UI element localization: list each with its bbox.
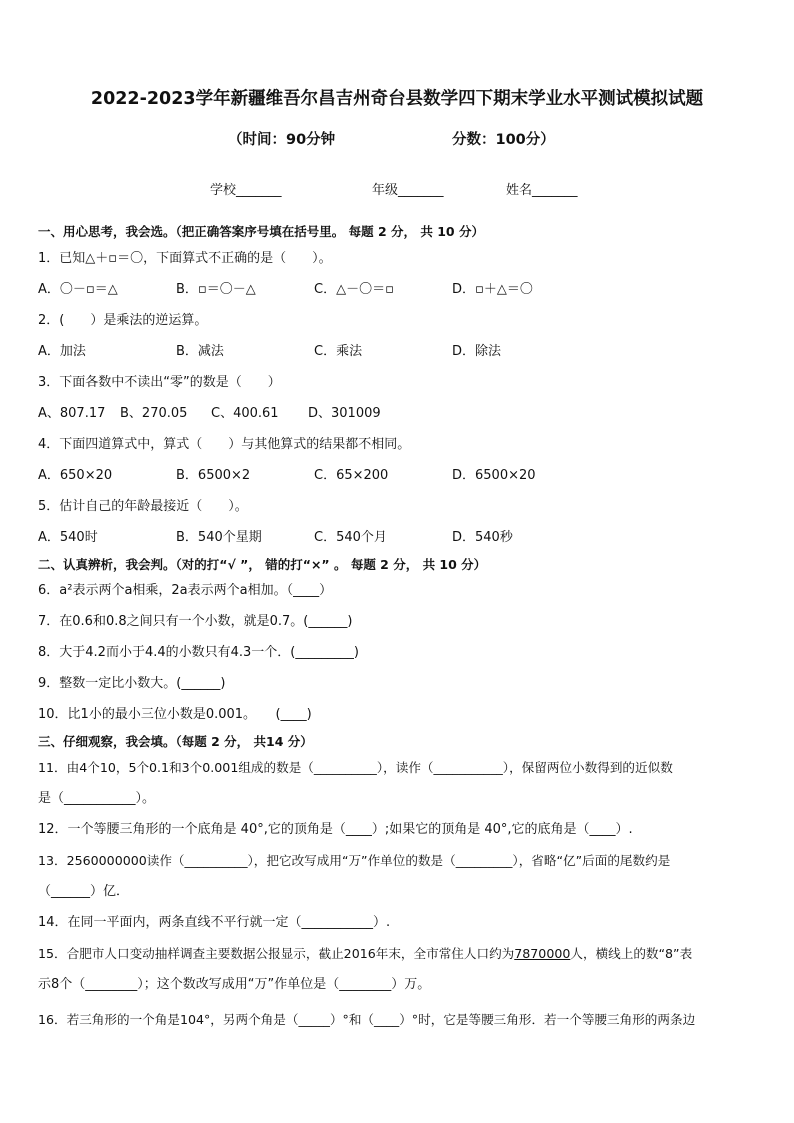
time-label: （时间：90分钟 (228, 132, 336, 148)
q2-option-a: A．加法 (38, 344, 86, 359)
q4-option-b: B．6500×2 (176, 468, 251, 483)
page-title: 2022-2023学年新疆维吾尔昌吉州奇台县数学四下期末学业水平测试模拟试题 (90, 89, 704, 109)
q1-option-d: D．▫＋△＝〇 (452, 282, 533, 297)
name-field: 姓名_______ (506, 183, 578, 198)
section-1-header: 一、用心思考，我会选。（把正确答案序号填在括号里。 每题 2 分， 共 10 分） (38, 224, 484, 239)
question-10: 10．比1小的最小三位小数是0.001。 (____) (38, 707, 312, 722)
q4-option-a: A．650×20 (38, 468, 113, 483)
question-15 (38, 945, 692, 963)
q5-option-b: B．540个星期 (176, 530, 262, 545)
question-11: 11．由4个10，5个0.1和3个0.001组成的数是（__________），读作（___________），保留两位小数得到的近似数 (38, 760, 673, 775)
question-1: 1．已知△＋▫＝〇，下面算式不正确的是（ ）。 (38, 251, 332, 266)
question-2: 2．( ）是乘法的逆运算。 (38, 313, 208, 328)
q1-option-a: A．〇－▫＝△ (38, 282, 118, 297)
q5-option-a: A．540时 (38, 530, 98, 545)
question-5: 5．估计自己的年龄最接近（ ）。 (38, 499, 248, 514)
question-14: 14．在同一平面内，两条直线不平行就一定（___________）. (38, 915, 391, 930)
question-13: 13．2560000000读作（__________），把它改写成用“万”作单位的数是（_________），省略“亿”后面的尾数约是 (38, 853, 671, 868)
q5-option-d: D．540秒 (452, 530, 513, 545)
question-15-continued: 示8个（________）；这个数改写成用“万”作单位是（________）万。 (38, 977, 431, 992)
q3-option-c: C、400.61 (211, 406, 279, 421)
question-13-continued: （______）亿． (38, 884, 130, 899)
question-15-text-b: 人，横线上的数“8”表 (570, 946, 693, 961)
q3-option-d: D、301009 (308, 406, 381, 421)
score-label: 分数：100分） (452, 132, 555, 148)
question-11-continued: 是（___________）。 (38, 791, 156, 806)
q2-option-d: D．除法 (452, 344, 502, 359)
q2-option-c: C．乘法 (314, 344, 363, 359)
q4-option-d: D．6500×20 (452, 468, 536, 483)
question-6: 6．a²表示两个a相乘，2a表示两个a相加。（____） (38, 583, 333, 598)
q3-option-b: B、270.05 (120, 406, 188, 421)
underlined-number: 7870000 (514, 946, 571, 961)
question-3: 3．下面各数中不读出“零”的数是（ ） (38, 375, 281, 390)
q5-option-c: C．540个月 (314, 530, 387, 545)
q2-option-b: B．减法 (176, 344, 224, 359)
grade-field: 年级_______ (372, 183, 444, 198)
question-9: 9．整数一定比小数大。(______) (38, 676, 226, 691)
question-16: 16．若三角形的一个角是104°，另两个角是（_____）°和（____）°时，它是等腰三角形．若一个等腰三角形的两条边 (38, 1012, 696, 1027)
q1-option-c: C．△－〇＝▫ (314, 282, 394, 297)
q1-option-b: B．▫＝〇－△ (176, 282, 256, 297)
section-3-header: 三、仔细观察，我会填。（每题 2 分， 共14 分） (38, 734, 313, 749)
question-4: 4．下面四道算式中，算式（ ）与其他算式的结果都不相同。 (38, 437, 411, 452)
question-15-text-a: 15．合肥市人口变动抽样调查主要数据公报显示，截止2016年末，全市常住人口约为 (38, 946, 515, 961)
q4-option-c: C．65×200 (314, 468, 389, 483)
section-2-header: 二、认真辨析，我会判。（对的打“√ ”， 错的打“×” 。 每题 2 分， 共 10 分） (38, 557, 487, 572)
question-8: 8．大于4.2而小于4.4的小数只有4.3一个．(_________) (38, 645, 359, 660)
school-field: 学校_______ (210, 183, 282, 198)
q3-option-a: A、807.17 (38, 406, 106, 421)
question-12: 12．一个等腰三角形的一个底角是 40°,它的顶角是（____）;如果它的顶角是 40°,它的底角是（____）. (38, 822, 633, 837)
question-7: 7．在0.6和0.8之间只有一个小数，就是0.7。(______) (38, 614, 353, 629)
